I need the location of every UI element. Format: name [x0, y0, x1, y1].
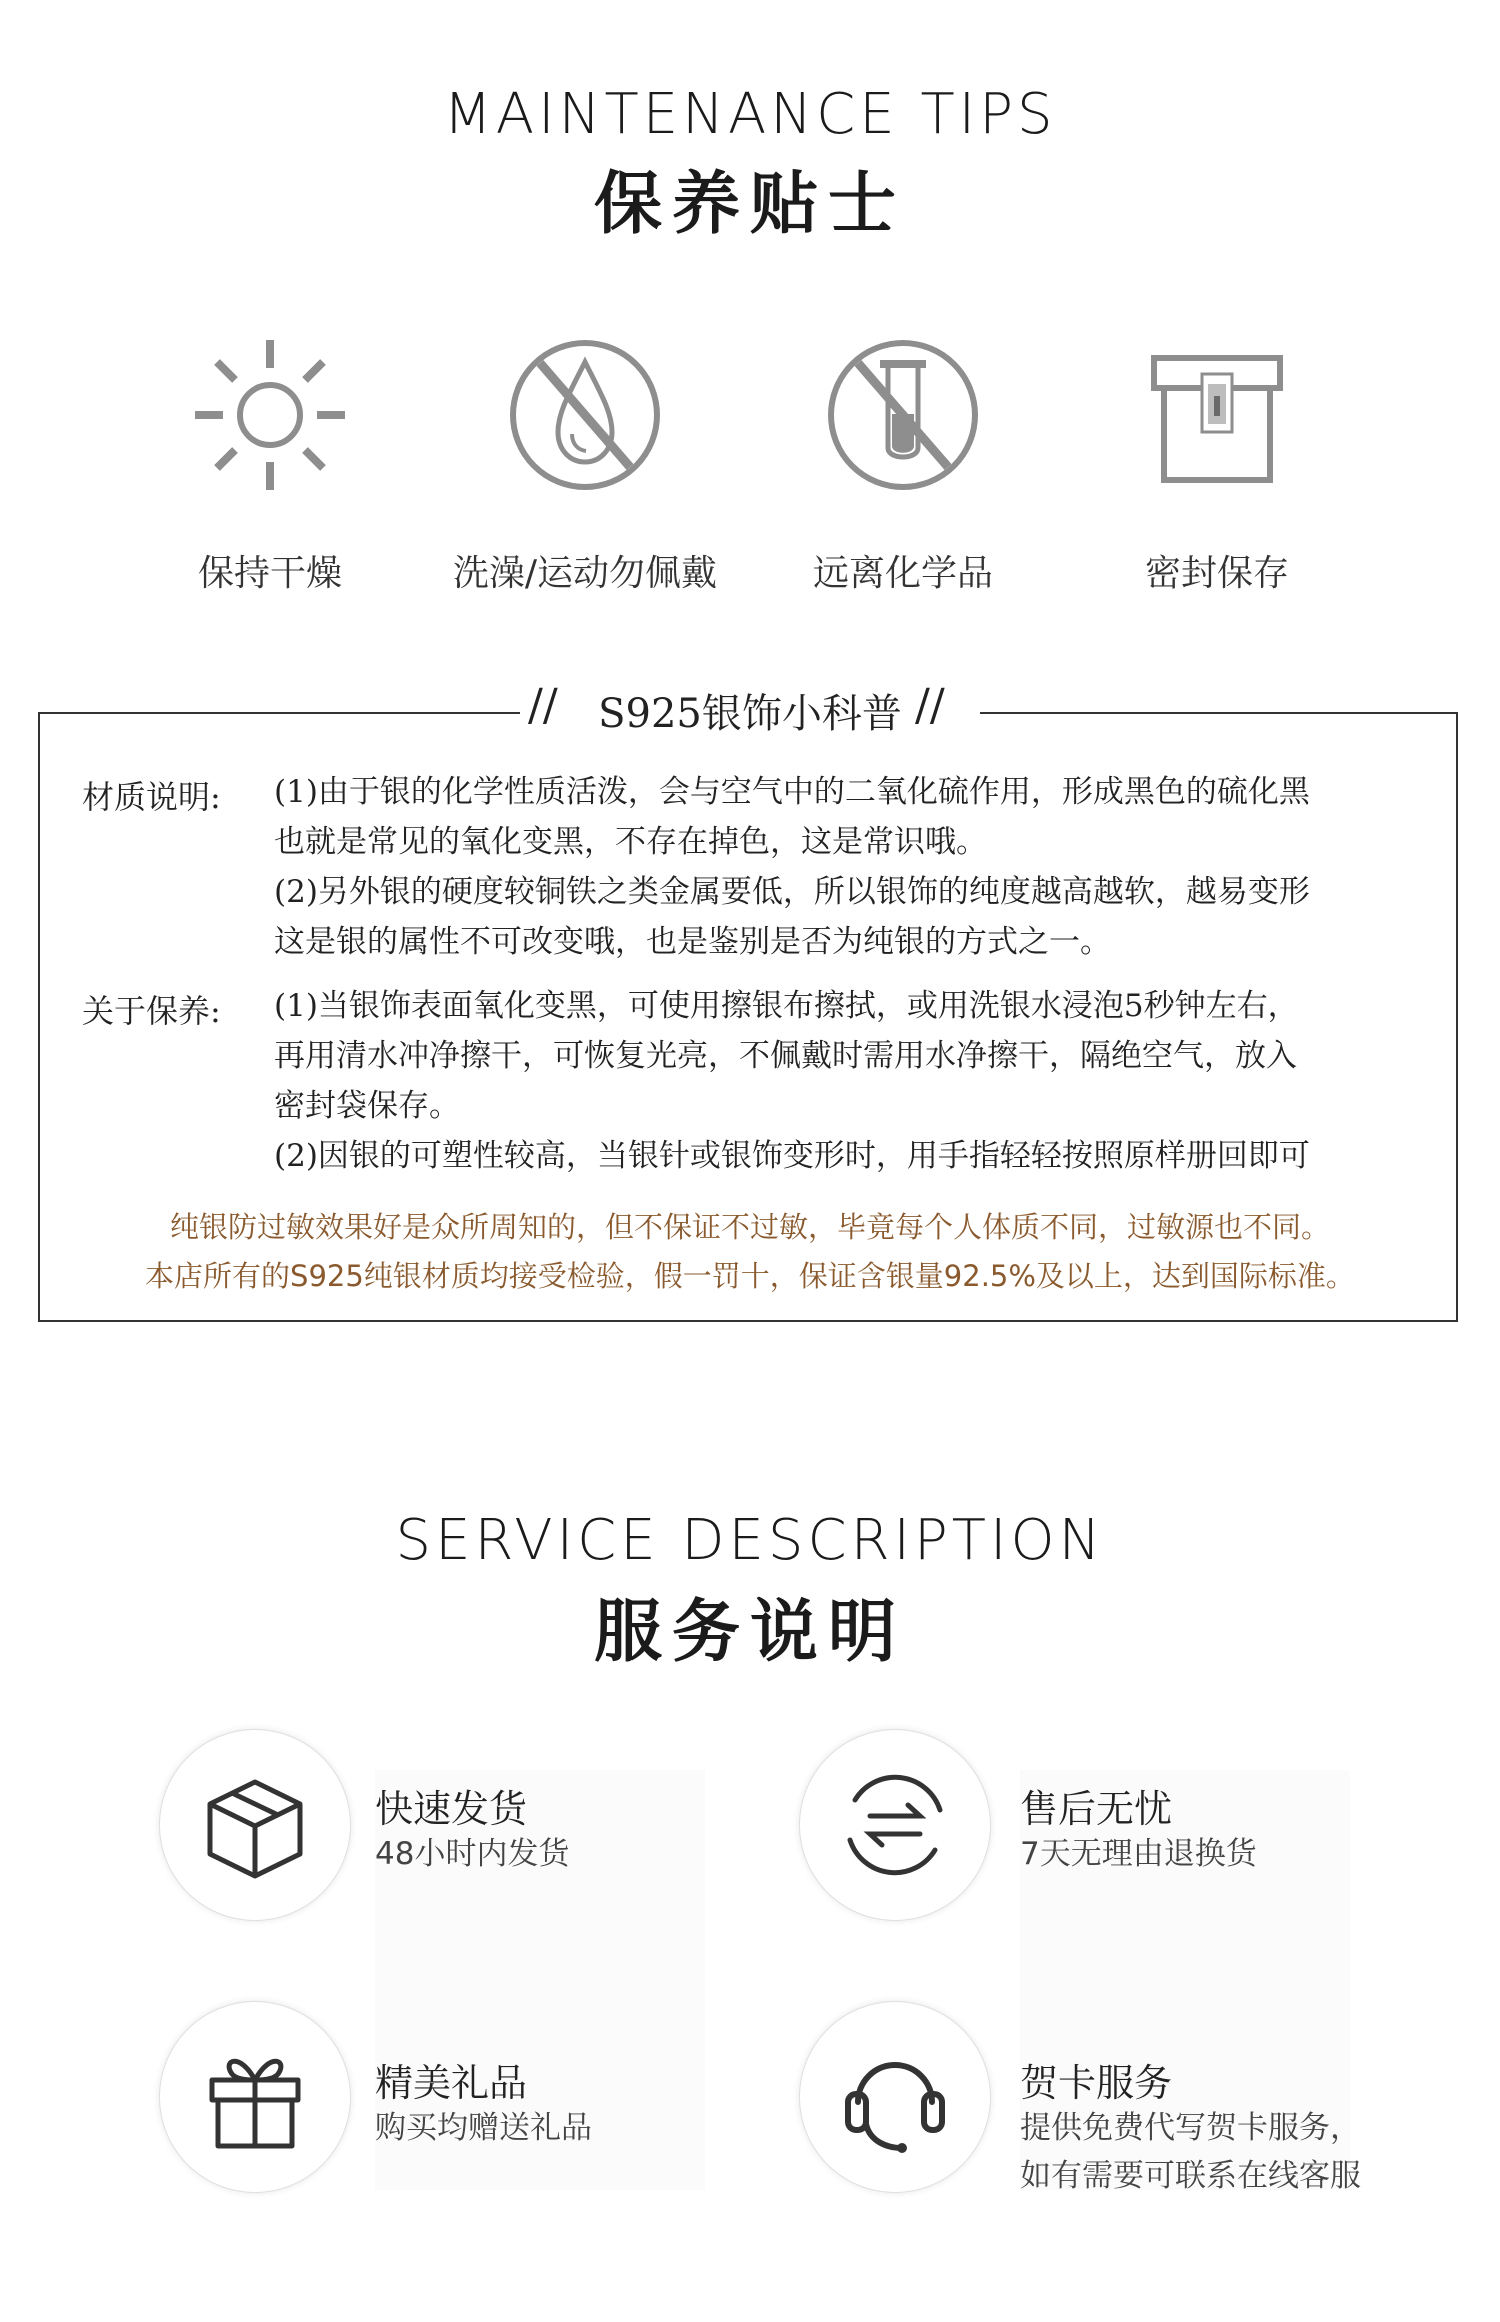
material-line: (1)由于银的化学性质活泼，会与空气中的二氧化硫作用，形成黑色的硫化黑 [274, 774, 1310, 810]
care-line: 再用清水冲净擦干，可恢复光亮，不佩戴时需用水净擦干，隔绝空气，放入 [274, 1038, 1297, 1074]
service-title-cn: 服务说明 [593, 1592, 906, 1672]
care-label: 关于保养: [82, 992, 221, 1030]
no-water-icon [500, 330, 670, 500]
headset-icon [800, 2002, 990, 2192]
maintenance-title-en: MAINTENANCE TIPS [443, 82, 1057, 147]
service-sub-after-sales: 7天无理由退换货 [1020, 1836, 1257, 1872]
service-sub-gift: 购买均赠送礼品 [375, 2110, 592, 2146]
service-title-greeting-card: 贺卡服务 [1020, 2061, 1173, 2105]
material-line: 也就是常见的氧化变黑，不存在掉色，这是常识哦。 [274, 824, 987, 860]
box-icon [160, 1730, 350, 1920]
allergy-note: 纯银防过敏效果好是众所周知的，但不保证不过敏，毕竟每个人体质不同，过敏源也不同。 [169, 1210, 1330, 1244]
gift-icon [160, 2002, 350, 2192]
fast-delivery-badge [160, 1730, 350, 1920]
gift-badge [160, 2002, 350, 2192]
material-line: (2)另外银的硬度较铜铁之类金属要低，所以银饰的纯度越高越软，越易变形 [274, 874, 1310, 910]
sun-icon [185, 330, 355, 500]
greeting-card-badge [800, 2002, 990, 2192]
tip-label-dry: 保持干燥 [197, 553, 342, 594]
service-title-en: SERVICE DESCRIPTION [395, 1508, 1105, 1573]
tip-label-sealed: 密封保存 [1144, 553, 1289, 594]
tip-label-no-wear: 洗澡/运动勿佩戴 [452, 553, 718, 594]
exchange-icon [800, 1730, 990, 1920]
service-title-after-sales: 售后无忧 [1020, 1787, 1173, 1831]
after-sales-badge [800, 1730, 990, 1920]
service-title-fast-delivery: 快速发货 [375, 1787, 528, 1831]
service-sub-greeting-card: 提供免费代写贺卡服务， [1020, 2110, 1361, 2146]
service-sub-fast-delivery: 48小时内发货 [375, 1836, 570, 1872]
tip-label-chemicals: 远离化学品 [812, 553, 993, 594]
no-chemical-icon [818, 330, 988, 500]
service-title-gift: 精美礼品 [375, 2061, 528, 2105]
slash-divider-left: // [528, 680, 558, 731]
care-line: (2)因银的可塑性较高，当银针或银饰变形时，用手指轻轻按照原样册回即可 [274, 1138, 1310, 1174]
service-sub-greeting-card: 如有需要可联系在线客服 [1020, 2158, 1361, 2194]
material-line: 这是银的属性不可改变哦，也是鉴别是否为纯银的方式之一。 [274, 924, 1111, 960]
maintenance-title-cn: 保养贴士 [593, 164, 906, 244]
care-line: (1)当银饰表面氧化变黑，可使用擦银布擦拭，或用洗银水浸泡5秒钟左右， [274, 988, 1299, 1024]
care-line: 密封袋保存。 [274, 1088, 460, 1124]
slash-divider-right: // [915, 680, 945, 731]
material-label: 材质说明: [82, 778, 221, 816]
quality-note: 本店所有的S925纯银材质均接受检验，假一罚十，保证含银量92.5%及以上，达到国际标准。 [145, 1259, 1355, 1293]
notice-title: S925银饰小科普 [598, 691, 902, 737]
sealed-box-icon [1132, 330, 1302, 500]
